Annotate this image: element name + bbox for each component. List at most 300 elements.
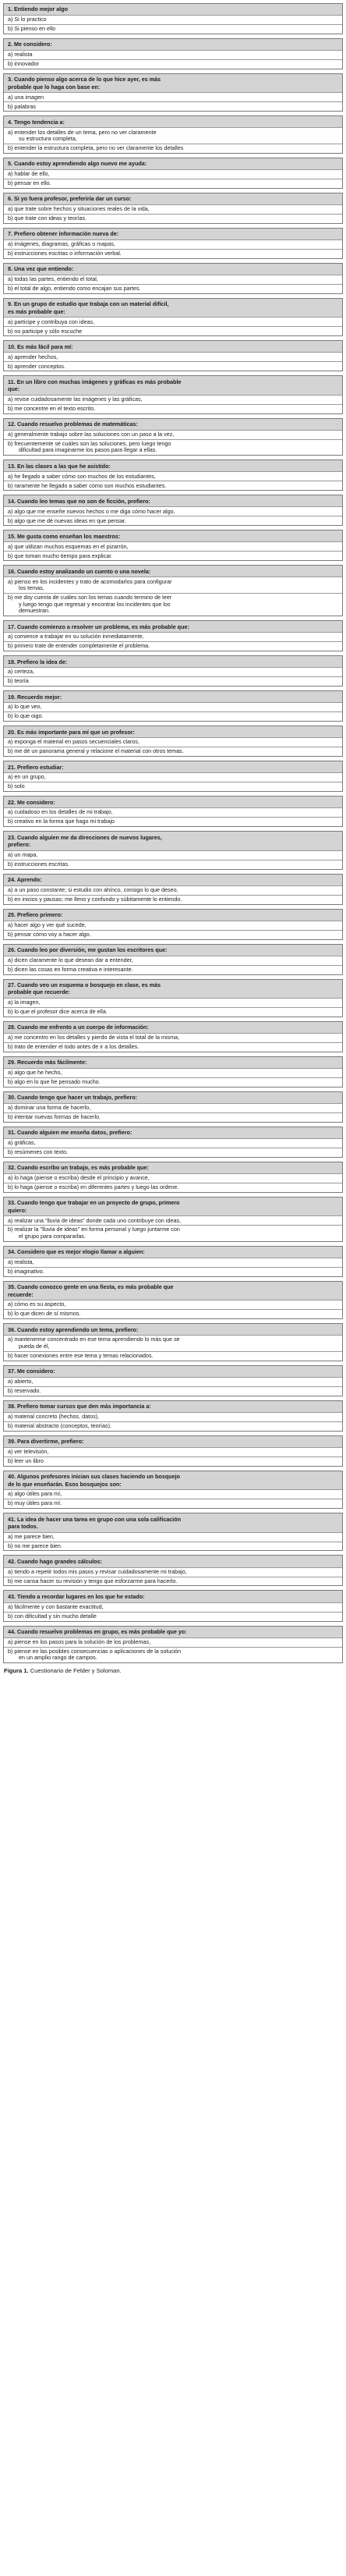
answer-option-a[interactable] [4, 395, 342, 404]
question-text [4, 530, 342, 541]
answer-option-text: a) la imagen, [8, 999, 41, 1006]
question-text-line: 7. Prefiero obtener información nueva de: [8, 230, 119, 238]
answer-option-a[interactable] [4, 1300, 342, 1309]
question-text [4, 495, 342, 506]
question-text [4, 1471, 342, 1489]
question-10 [3, 340, 343, 371]
answer-option-text: b) leer un libro [8, 1457, 44, 1465]
answer-option-b[interactable] [4, 1309, 342, 1318]
answer-option-a[interactable] [4, 772, 342, 782]
answer-option-text: a) pienso en los incidentes y trato de acomodarlos para configurar [8, 577, 172, 585]
answer-option-text: b) resúmenes con texto. [8, 1148, 69, 1156]
answer-option-b[interactable] [4, 1351, 342, 1361]
question-text [4, 980, 342, 998]
answer-option-a[interactable] [4, 1489, 342, 1499]
question-text-line: 19. Recuerdo mejor: [8, 693, 62, 701]
answer-option-a[interactable] [4, 998, 342, 1007]
question-text-line: 11. En un libro con muchas imágenes y gráficas es más probable [8, 378, 182, 385]
answer-option-b[interactable] [4, 930, 342, 939]
answer-option-b[interactable] [4, 1112, 342, 1122]
answer-option-text: a) una imagen [8, 93, 44, 101]
question-text [4, 193, 342, 204]
answer-option-b[interactable] [4, 965, 342, 974]
answer-option-text: a) todas las partes, entiendo el total, [8, 275, 98, 283]
answer-option-b[interactable] [4, 404, 342, 413]
answer-option-text: a) dominar una forma de hacerlo, [8, 1104, 91, 1112]
question-text-line: 38. Prefiero tomar cursos que den más importancia a: [8, 1403, 151, 1410]
question-text [4, 945, 342, 956]
answer-option-text: b) palabras [8, 102, 36, 110]
answer-option-a[interactable] [4, 1068, 342, 1077]
question-text-line: 15. Me gusta como enseñan los maestros: [8, 532, 121, 540]
question-text-line: 35. Cuando conozco gente en una fiesta, es más probable que [8, 1283, 174, 1291]
answer-option-a[interactable] [4, 1138, 342, 1148]
answer-option-text: a) hacer algo y ver qué sucede, [8, 921, 86, 928]
answer-option-a[interactable] [4, 1447, 342, 1457]
answer-option-text: a) hablar de ello, [8, 170, 50, 178]
question-3 [3, 73, 343, 112]
answer-option-text: a) entender los detalles de un tema, pero no ver claramente [8, 128, 157, 136]
answer-option-a[interactable] [4, 702, 342, 711]
question-list [3, 3, 343, 1663]
answer-option-text: b) me doy cuenta de cuáles son los temas cuando termino de leer [8, 594, 172, 601]
answer-option-text: demuestran. [19, 607, 50, 615]
question-text [4, 299, 342, 317]
answer-option-text: b) reservado. [8, 1387, 41, 1395]
question-6 [3, 193, 343, 224]
answer-option-text: b) lo haga (piense o escriba) en diferentes partes y luego las ordene. [8, 1183, 179, 1191]
question-text-line: de lo que enseñarán. Esos bosquejos son: [8, 1480, 122, 1488]
answer-option-b[interactable] [4, 1183, 342, 1192]
answer-option-b[interactable] [4, 593, 342, 616]
answer-option-a[interactable] [4, 352, 342, 361]
answer-option-a[interactable] [4, 632, 342, 641]
question-text-line: 36. Cuando estoy aprendiendo un tema, prefiero: [8, 1325, 139, 1333]
question-text-line: 37. Me considero: [8, 1368, 55, 1375]
answer-option-b[interactable] [4, 1421, 342, 1431]
question-text-line: recuerde: [8, 1290, 34, 1298]
answer-option-a[interactable] [4, 1335, 342, 1351]
answer-option-a[interactable] [4, 15, 342, 24]
question-text-line: 25. Prefiero primero: [8, 910, 63, 918]
question-text-line: 24. Aprendo: [8, 875, 42, 883]
answer-option-a[interactable] [4, 737, 342, 747]
answer-option-text: b) teoría [8, 677, 29, 685]
answer-option-text: b) material abstracto (conceptos, teorías). [8, 1422, 112, 1430]
answer-option-a[interactable] [4, 541, 342, 551]
question-text-line: 41. La idea de hacer una tarea en grupo con una sola calificación [8, 1515, 182, 1523]
question-text-line: 30. Cuando tengo que hacer un trabajo, prefiero: [8, 1094, 138, 1102]
answer-option-a[interactable] [4, 1412, 342, 1421]
answer-option-text: b) innovador [8, 60, 39, 68]
answer-option-a[interactable] [4, 1377, 342, 1386]
answer-option-text: b) instrucciones escritas o información verbal. [8, 250, 122, 257]
question-4 [3, 115, 343, 154]
answer-option-text: b) no me parece bien. [8, 1542, 62, 1549]
answer-option-a[interactable] [4, 240, 342, 249]
answer-option-text: b) imaginativo. [8, 1268, 44, 1276]
question-text-line: 8. Una vez que entiendo: [8, 265, 74, 273]
answer-option-b[interactable] [4, 439, 342, 456]
question-14 [3, 495, 343, 526]
question-text [4, 910, 342, 921]
answer-option-text: a) realista [8, 51, 33, 59]
answer-option-text: a) he llegado a saber cómo son muchos de los estudiantes, [8, 472, 156, 480]
answer-option-b[interactable] [4, 817, 342, 826]
question-text [4, 1198, 342, 1215]
answer-option-b[interactable] [4, 1457, 342, 1466]
question-text [4, 875, 342, 885]
answer-option-text: a) abierto, [8, 1378, 34, 1386]
answer-option-b[interactable] [4, 144, 342, 153]
answer-option-a[interactable] [4, 317, 342, 326]
answer-option-a[interactable] [4, 1215, 342, 1225]
question-text [4, 726, 342, 737]
answer-option-b[interactable] [4, 59, 342, 69]
question-text-line: es más probable que: [8, 307, 65, 315]
answer-option-text: b) algo en lo que he pensado mucho. [8, 1078, 101, 1086]
answer-option-b[interactable] [4, 895, 342, 904]
question-17 [3, 620, 343, 651]
answer-option-text: a) cómo es su aspecto, [8, 1300, 66, 1308]
question-40 [3, 1471, 343, 1509]
question-text [4, 1556, 342, 1567]
answer-option-text: a) lo que veo, [8, 703, 42, 711]
answer-option-text: los temas, [19, 584, 44, 592]
question-text-line: 42. Cuando hago grandes cálculos: [8, 1557, 103, 1565]
answer-option-a[interactable] [4, 1258, 342, 1267]
question-text [4, 566, 342, 577]
question-text-line: 1. Entiendo mejor algo [8, 5, 69, 13]
answer-option-text: b) aprender conceptos. [8, 362, 65, 370]
question-text-line: 20. Es más importante para mí que un profesor: [8, 728, 135, 736]
question-text [4, 832, 342, 850]
question-text [4, 1247, 342, 1258]
question-text-line: 43. Tiendo a recordar lugares en los que he estado: [8, 1592, 145, 1600]
answer-option-a[interactable] [4, 1567, 342, 1577]
question-33 [3, 1197, 343, 1242]
question-text-line: 4. Tengo tendencia a: [8, 118, 65, 126]
answer-option-text: b) trato de entender el todo antes de ir a los detalles. [8, 1043, 139, 1051]
answer-option-a[interactable] [4, 885, 342, 895]
question-text [4, 1401, 342, 1412]
question-21 [3, 761, 343, 792]
answer-option-a[interactable] [4, 275, 342, 284]
answer-option-a[interactable] [4, 1637, 342, 1647]
question-29 [3, 1056, 343, 1088]
answer-option-b[interactable] [4, 676, 342, 686]
question-18 [3, 655, 343, 687]
answer-option-text: b) hacer conexiones entre ese tema y temas relacionados. [8, 1352, 154, 1360]
answer-option-b[interactable] [4, 1042, 342, 1052]
answer-option-b[interactable] [4, 1386, 342, 1396]
answer-option-text: b) realizar la "lluvia de ideas" en forma personal y luego juntarme con [8, 1226, 180, 1233]
question-28 [3, 1021, 343, 1052]
question-text-line: 28. Cuando me enfrento a un cuerpo de información: [8, 1024, 149, 1031]
answer-option-text: b) el total de algo, entiendo como encajan sus partes. [8, 285, 141, 293]
question-text-line: 16. Cuando estoy analizando un cuento o una novela: [8, 567, 151, 575]
answer-option-b[interactable] [4, 711, 342, 721]
question-text-line: 29. Recuerdo más fácilmente: [8, 1059, 87, 1066]
answer-option-text: a) generalmente trabajo sobre las soluciones con un paso a la vez, [8, 430, 175, 438]
question-text-line: 22. Me considero: [8, 798, 55, 806]
answer-option-text: b) lo que dicen de sí mismos. [8, 1310, 81, 1318]
question-text-line: 34. Considero que es mejor elogio llamar a alguien: [8, 1248, 145, 1256]
question-text [4, 341, 342, 352]
question-36 [3, 1323, 343, 1361]
answer-option-text: b) solo [8, 782, 25, 790]
answer-option-a[interactable] [4, 1173, 342, 1183]
answer-option-text: b) dicen las cosas en forma creativa e interesante. [8, 965, 133, 973]
question-text-line: 13. En las clases a las que he asistido: [8, 462, 111, 470]
question-text [4, 1022, 342, 1033]
question-text-line: 6. Si yo fuera profesor, preferiría dar un curso: [8, 195, 132, 203]
answer-option-text: a) lo haga (piense o escriba) desde el principio y avance, [8, 1174, 150, 1182]
question-text-line: 2. Me considero: [8, 41, 52, 48]
questionnaire [3, 3, 343, 1675]
answer-option-text: y luego tengo que regresar y encontrar los incidentes que los [19, 600, 171, 608]
answer-option-text: a) gráficas, [8, 1139, 36, 1147]
answer-option-text: a) material concreto (hechos, datos), [8, 1413, 100, 1421]
answer-option-a[interactable] [4, 1602, 342, 1612]
question-2 [3, 38, 343, 69]
question-37 [3, 1365, 343, 1396]
answer-option-text: a) algo útiles para mí, [8, 1490, 62, 1498]
question-41 [3, 1513, 343, 1551]
answer-option-b[interactable] [4, 361, 342, 371]
answer-option-b[interactable] [4, 860, 342, 869]
answer-option-b[interactable] [4, 1612, 342, 1621]
question-text [4, 1366, 342, 1377]
question-5 [3, 158, 343, 189]
question-text-line: probable que recuerde: [8, 988, 70, 996]
answer-option-text: b) me dé un panorama general y relacione el material con otros temas. [8, 747, 184, 755]
answer-option-b[interactable] [4, 551, 342, 560]
question-text [4, 1436, 342, 1447]
question-text [4, 1591, 342, 1602]
question-text [4, 460, 342, 471]
question-22 [3, 796, 343, 827]
answer-option-text: a) me concentro en los detalles y pierdo de vista el total de la misma, [8, 1034, 180, 1041]
question-19 [3, 690, 343, 722]
answer-option-text: b) me cansa hacer su revisión y tengo que esforzarme para hacerlo. [8, 1577, 178, 1584]
answer-option-a[interactable] [4, 169, 342, 179]
question-44 [3, 1626, 343, 1664]
question-text-line: 44. Cuando resuelvo problemas en grupo, es más probable que yo: [8, 1627, 187, 1635]
answer-option-b[interactable] [4, 481, 342, 490]
answer-option-a[interactable] [4, 667, 342, 676]
answer-option-text: a) realista, [8, 1258, 34, 1266]
answer-option-text: su estructura completa, [19, 135, 77, 143]
question-text [4, 1282, 342, 1300]
answer-option-text: a) algo que me enseñe nuevos hechos o me diga cómo hacer algo, [8, 507, 175, 515]
question-text [4, 229, 342, 240]
answer-option-b[interactable] [4, 782, 342, 791]
answer-option-text: b) muy útiles para mí. [8, 1499, 62, 1507]
answer-option-text: a) revise cuidadosamente las imágenes y las gráficas, [8, 395, 143, 403]
question-text-line: 27. Cuando veo un esquema o bosquejo en clase, es más [8, 981, 161, 988]
answer-option-a[interactable] [4, 1103, 342, 1112]
answer-option-text: b) intentar nuevas formas de hacerlo. [8, 1113, 101, 1121]
answer-option-a[interactable] [4, 506, 342, 516]
answer-option-text: a) tiendo a repetir todos mis pasos y revisar cuidadosamente mi trabajo, [8, 1567, 187, 1575]
question-text-line: 18. Prefiero la idea de: [8, 658, 68, 665]
answer-option-text: b) pensar cómo voy a hacer algo. [8, 930, 91, 938]
question-text [4, 158, 342, 169]
question-text-line: 12. Cuando resuelvo problemas de matemáticas: [8, 420, 138, 428]
question-text [4, 797, 342, 807]
answer-option-b[interactable] [4, 249, 342, 258]
answer-option-a[interactable] [4, 850, 342, 860]
answer-option-a[interactable] [4, 956, 342, 965]
question-text-line: 10. Es más fácil para mí: [8, 342, 73, 350]
answer-option-text: b) con dificultad y sin mucho detalle [8, 1612, 97, 1620]
answer-option-text: a) realizar una "lluvia de ideas" donde cada uno contribuye con ideas, [8, 1216, 182, 1224]
question-39 [3, 1435, 343, 1467]
answer-option-a[interactable] [4, 577, 342, 593]
answer-option-text: a) imágenes, diagramas, gráficas o mapas, [8, 240, 115, 248]
answer-option-text: b) no participe y sólo escuche [8, 327, 83, 335]
answer-option-b[interactable] [4, 1077, 342, 1087]
question-35 [3, 1281, 343, 1319]
question-text-line: 31. Cuando alguien me enseña datos, prefiero: [8, 1129, 132, 1137]
answer-option-text: a) Si lo practico [8, 16, 47, 23]
figure-label: Figura 1. [4, 1667, 29, 1675]
answer-option-text: a) participe y contribuya con ideas, [8, 318, 95, 325]
question-text-line: 5. Cuando estoy aprendiendo algo nuevo me ayuda: [8, 160, 147, 168]
question-text [4, 264, 342, 275]
answer-option-text: a) dicen claramente lo que desean dar a entender, [8, 956, 133, 963]
answer-option-b[interactable] [4, 1148, 342, 1157]
question-text [4, 116, 342, 127]
figure-caption [3, 1667, 343, 1675]
answer-option-text: a) piense en los pasos para la solución de los problemas, [8, 1637, 150, 1645]
question-text [4, 39, 342, 50]
question-text [4, 1513, 342, 1531]
question-text-line: 14. Cuando leo temas que no son de ficción, prefiero: [8, 497, 150, 505]
question-23 [3, 831, 343, 869]
answer-option-text: b) instrucciones escritas. [8, 860, 70, 868]
question-34 [3, 1246, 343, 1277]
answer-option-a[interactable] [4, 50, 342, 59]
answer-option-text: b) entender la estructura completa, pero no ver claramente los detalles [8, 144, 184, 152]
answer-option-text: a) comience a trabajar en su solución inmediatamente, [8, 633, 144, 640]
answer-option-text: b) Si pienso en ello [8, 25, 56, 33]
answer-option-text: en un amplio rango de campos. [19, 1654, 97, 1662]
answer-option-text: b) me concentre en el texto escrito. [8, 404, 96, 412]
question-text [4, 4, 342, 15]
answer-option-text: a) mantenerme concentrado en ese tema aprendiendo lo más que se [8, 1336, 180, 1343]
answer-option-text: b) lo que oigo. [8, 712, 44, 720]
answer-option-a[interactable] [4, 921, 342, 930]
question-text [4, 1127, 342, 1138]
answer-option-b[interactable] [4, 1542, 342, 1551]
answer-option-a[interactable] [4, 1532, 342, 1542]
answer-option-b[interactable] [4, 1225, 342, 1241]
answer-option-text: a) fácilmente y con bastante exactitud, [8, 1602, 104, 1610]
answer-option-b[interactable] [4, 179, 342, 188]
question-text [4, 1092, 342, 1103]
question-32 [3, 1162, 343, 1193]
answer-option-b[interactable] [4, 24, 342, 34]
answer-option-b[interactable] [4, 284, 342, 293]
question-text [4, 691, 342, 702]
answer-option-b[interactable] [4, 1647, 342, 1663]
answer-option-text: el grupo para compararlas. [19, 1233, 86, 1240]
answer-option-a[interactable] [4, 1033, 342, 1042]
question-text [4, 1324, 342, 1335]
question-38 [3, 1400, 343, 1432]
question-text-line: 33. Cuando tengo que trabajar en un proyecto de grupo, primero [8, 1199, 180, 1207]
answer-option-b[interactable] [4, 101, 342, 111]
answer-option-b[interactable] [4, 214, 342, 223]
answer-option-b[interactable] [4, 516, 342, 525]
answer-option-b[interactable] [4, 326, 342, 335]
answer-option-b[interactable] [4, 1499, 342, 1508]
answer-option-a[interactable] [4, 92, 342, 101]
answer-option-text: b) piense en las posibles consecuencias o aplicaciones de la solución [8, 1647, 182, 1655]
question-1 [3, 3, 343, 34]
answer-option-text: b) pensar en ello. [8, 179, 51, 187]
question-text-line: 32. Cuando escribo un trabajo, es más probable que: [8, 1164, 149, 1172]
question-text [4, 621, 342, 632]
question-43 [3, 1590, 343, 1621]
question-27 [3, 979, 343, 1017]
answer-option-a[interactable] [4, 471, 342, 481]
question-13 [3, 459, 343, 491]
figure-title: Cuestionario de Felder y Soloman. [30, 1667, 122, 1675]
question-text-line: prefiero: [8, 840, 31, 848]
question-31 [3, 1127, 343, 1158]
question-text-line: 9. En un grupo de estudio que trabaja con un material difícil, [8, 300, 169, 308]
answer-option-b[interactable] [4, 747, 342, 756]
question-26 [3, 944, 343, 975]
question-text [4, 656, 342, 667]
question-text-line: probable que lo haga con base en: [8, 83, 101, 90]
question-text-line: 39. Para divertirme, prefiero: [8, 1438, 84, 1446]
question-24 [3, 874, 343, 905]
answer-option-text: b) creativo en la forma que hago mi trabajo [8, 818, 115, 825]
question-12 [3, 418, 343, 456]
answer-option-text: a) a un paso constante; si estudio con ahínco, consigo lo que deseo, [8, 885, 178, 893]
answer-option-text: b) frecuentemente sé cuáles son las soluciones, pero luego tengo [8, 439, 171, 447]
answer-option-b[interactable] [4, 641, 342, 651]
answer-option-text: a) que utilizan muchos esquemas en el pizarrón, [8, 542, 129, 550]
answer-option-b[interactable] [4, 1267, 342, 1276]
question-text-line: 40. Algunos profesores inician sus clases haciendo un bosquejo [8, 1473, 181, 1481]
answer-option-text: b) primero trate de entender completamente el problema. [8, 642, 150, 650]
answer-option-text: b) en inicios y pausas; me lleno y confundo y súbitamente lo entiendo. [8, 895, 182, 903]
answer-option-a[interactable] [4, 807, 342, 817]
question-text-line: quiero: [8, 1206, 27, 1214]
question-16 [3, 565, 343, 616]
answer-option-b[interactable] [4, 1007, 342, 1017]
answer-option-text: a) me parece bien, [8, 1532, 55, 1540]
answer-option-a[interactable] [4, 430, 342, 439]
question-42 [3, 1555, 343, 1586]
question-25 [3, 909, 343, 940]
answer-option-text: b) algo que me dé nuevas ideas en que pensar. [8, 516, 126, 524]
answer-option-b[interactable] [4, 1577, 342, 1586]
answer-option-text: a) certeza, [8, 668, 34, 676]
question-text [4, 376, 342, 394]
answer-option-text: b) que trate con ideas y teorías. [8, 215, 87, 222]
answer-option-a[interactable] [4, 204, 342, 214]
answer-option-text: a) ver televisión, [8, 1448, 49, 1456]
question-text [4, 761, 342, 772]
answer-option-a[interactable] [4, 127, 342, 144]
question-text-line: 3. Cuando pienso algo acerca de lo que hice ayer, es más [8, 76, 161, 83]
